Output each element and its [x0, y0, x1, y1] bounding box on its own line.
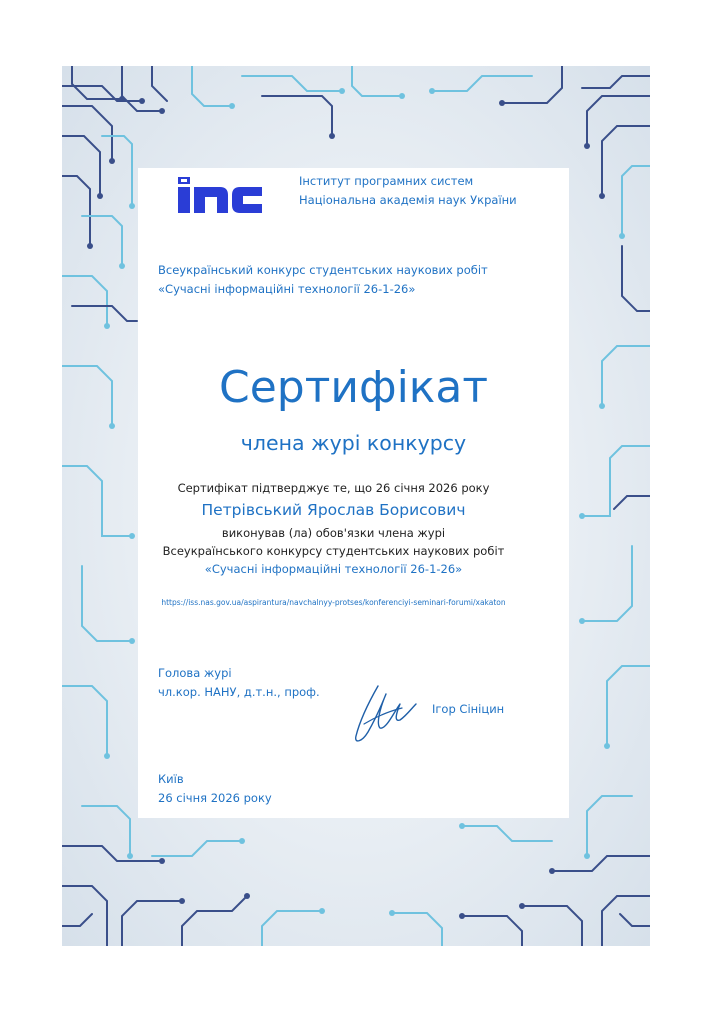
chair-role: Голова журі: [158, 666, 232, 680]
certificate-subtitle: члена журі конкурсу: [240, 431, 467, 455]
chair-title: чл.кор. НАНУ, д.т.н., проф.: [158, 685, 320, 699]
recipient-name: Петрівський Ярослав Борисович: [201, 501, 466, 519]
contest-heading: [158, 261, 488, 299]
confirmation-text: Сертифікат підтверджує те, що 26 січня 2026 року: [177, 481, 490, 495]
duty-line-1: виконував (ла) обов'язки члена журі: [221, 526, 446, 540]
place-date-block: [158, 770, 272, 808]
handwritten-signature: [350, 678, 420, 748]
institute-block: [299, 172, 517, 210]
duties-block: [138, 524, 529, 578]
academy-name: Національна академія наук України: [299, 193, 517, 207]
inc-logo: [176, 175, 264, 215]
jury-chair-block: [158, 664, 320, 702]
institute-name: Інститут програмних систем: [299, 174, 474, 188]
chair-name: Ігор Сініцин: [432, 702, 505, 716]
certificate-title: Сертифікат: [219, 362, 488, 413]
duty-line-3: «Сучасні інформаційні технології 26-1-26»: [204, 562, 463, 576]
issue-date: 26 січня 2026 року: [158, 791, 272, 805]
contest-title: «Сучасні інформаційні технології 26-1-26»: [158, 282, 416, 296]
contest-name: Всеукраїнський конкурс студентських наукових робіт: [158, 263, 488, 277]
event-url: https://iss.nas.gov.ua/aspirantura/navchalnyy-protses/konferenciyi-seminari-forumi/xakaton: [161, 598, 506, 607]
city: Київ: [158, 772, 184, 786]
duty-line-2: Всеукраїнського конкурсу студентських наукових робіт: [162, 544, 505, 558]
